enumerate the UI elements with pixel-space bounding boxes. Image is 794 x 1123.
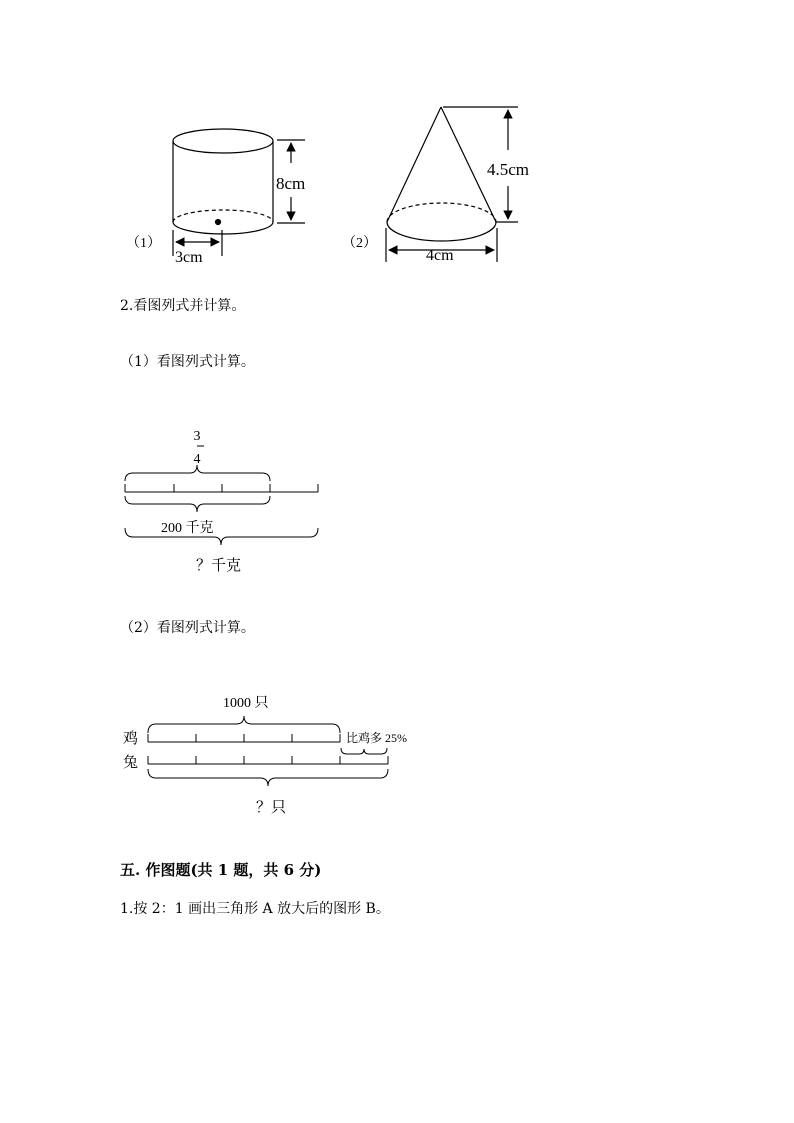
cylinder-top-ellipse — [173, 129, 273, 153]
cylinder-center-dot — [216, 220, 221, 225]
cone-figure — [386, 107, 518, 262]
part2-unknown-label: ？只 — [256, 800, 287, 816]
cylinder-height-label: 8cm — [276, 174, 306, 193]
part2-lower-brace — [148, 769, 388, 786]
part2-top-brace — [148, 716, 340, 733]
fraction-denominator: 4 — [193, 452, 201, 467]
cone-height-label: 4.5cm — [487, 160, 530, 179]
cylinder-bottom-back — [173, 210, 273, 222]
chicken-row-label: 鸡 — [123, 731, 139, 747]
part1-title: （1）看图列式计算。 — [120, 354, 255, 370]
part1-top-brace — [125, 465, 270, 481]
section5-heading: 五. 作图题(共 1 题，共 6 分) — [120, 861, 322, 879]
part2-extra-brace — [341, 748, 387, 754]
rabbit-row-label: 兔 — [123, 755, 139, 771]
part2-diagram — [148, 716, 388, 786]
question2-title: 2.看图列式并计算。 — [120, 298, 246, 314]
part2-title: （2）看图列式计算。 — [120, 620, 255, 636]
cone-diameter-label: 4cm — [426, 247, 454, 264]
part1-lower-brace-total — [125, 528, 318, 545]
part2-top-label: 1000 只 — [223, 696, 269, 711]
part1-lower-brace-200 — [125, 496, 270, 512]
part1-diagram — [125, 446, 318, 545]
cylinder-bottom-front — [173, 222, 273, 234]
cone-figure-label: （2） — [342, 236, 377, 251]
cylinder-figure-label: （1） — [126, 236, 161, 251]
part2-extra-label: 比鸡多 25% — [346, 731, 407, 745]
part1-unknown-label: ？千克 — [196, 558, 242, 574]
cylinder-radius-label: 3cm — [175, 249, 203, 266]
cone-base-front — [387, 222, 496, 241]
section5-question1: 1.按 2：1 画出三角形 A 放大后的图形 B。 — [120, 901, 390, 917]
part1-known-label: 200 千克 — [161, 521, 214, 536]
cone-base-back — [387, 203, 496, 222]
cone-left-slant — [387, 107, 441, 222]
fraction-numerator: 3 — [193, 429, 201, 444]
